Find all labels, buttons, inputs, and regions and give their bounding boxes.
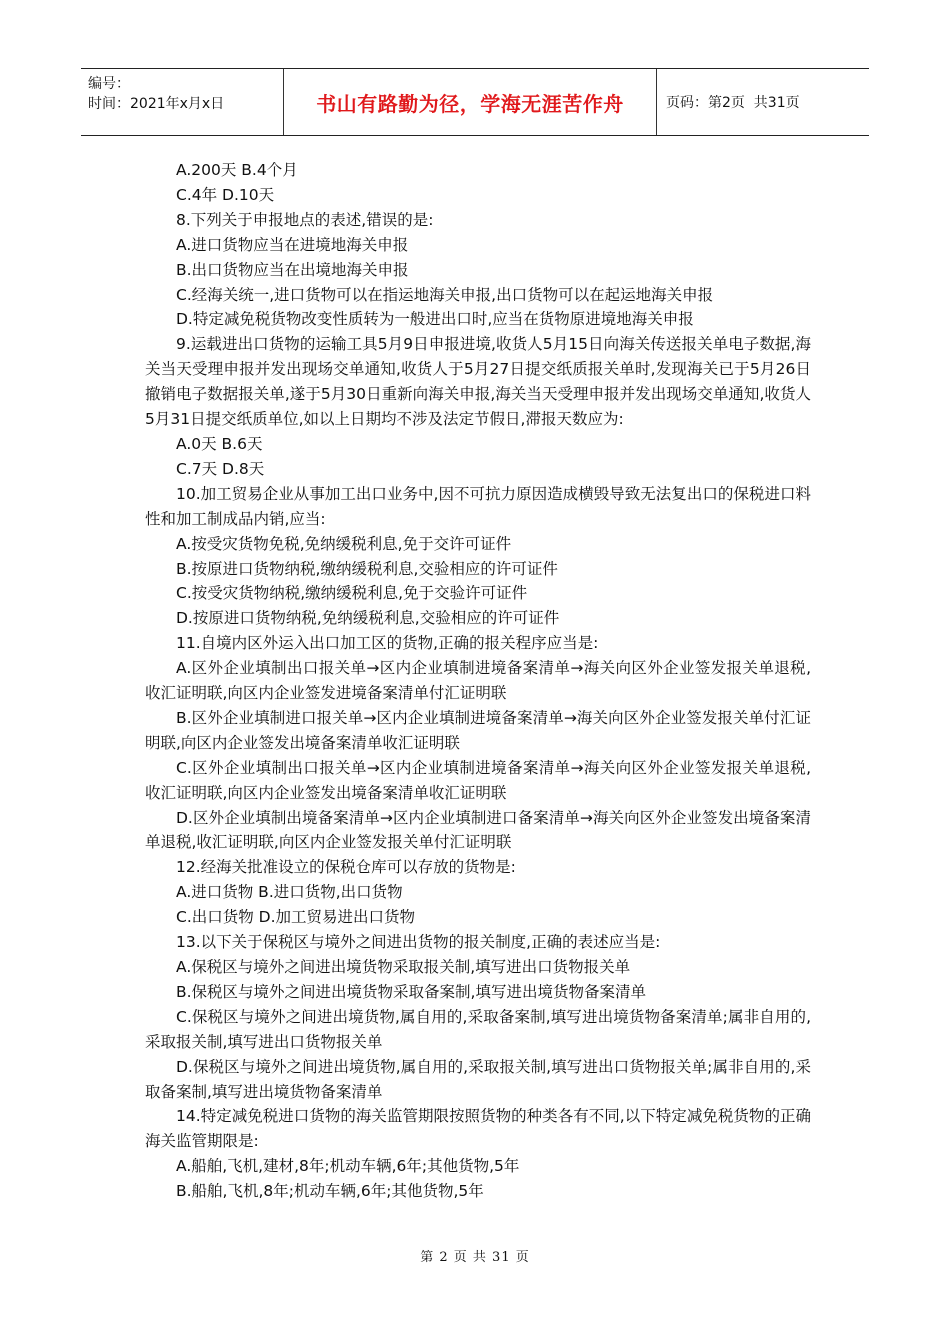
paragraph: 8.下列关于申报地点的表述,错误的是: — [176, 210, 434, 229]
paragraph: A.区外企业填制出口报关单→区内企业填制进境备案清单→海关向区外企业签发报关单退税,收汇证明联,向区内企业签发进境备案清单付汇证明联 — [145, 659, 811, 703]
paragraph: B.船舶,飞机,8年;机动车辆,6年;其他货物,5年 — [176, 1182, 484, 1201]
paragraph: 11.自境内区外运入出口加工区的货物,正确的报关程序应当是: — [176, 634, 599, 653]
paragraph: 12.经海关批准设立的保税仓库可以存放的货物是: — [176, 858, 516, 877]
paragraph: 9.运载进出口货物的运输工具5月9日申报进境,收货人5月15日向海关传送报关单电子数据,海关当天受理申报并发出现场交单通知,收货人于5月27日提交纸质报关单时,发现海关已于5月26日撤销电子数据报关单,遂于5月30日重新向海关申报,海关当天受理申报并发出现场交单通知,收货人5月31日提交纸质单位,如以上日期均不涉及法定节假日,滞报天数应为: — [145, 335, 812, 429]
paragraph: C.7天 D.8天 — [176, 459, 265, 478]
paragraph: A.按受灾货物免税,免纳缓税利息,免于交许可证件 — [176, 534, 512, 553]
paragraph: A.进口货物应当在进境地海关申报 — [176, 235, 409, 254]
paragraph: C.经海关统一,进口货物可以在指运地海关申报,出口货物可以在起运地海关申报 — [176, 285, 714, 304]
page-header — [81, 68, 869, 136]
header-page-info: 页码：第2页 共31页 — [666, 95, 800, 111]
paragraph: 14.特定减免税进口货物的海关监管期限按照货物的种类各有不同,以下特定减免税货物的正确海关监管期限是: — [145, 1107, 811, 1151]
paragraph: A.0天 B.6天 — [176, 434, 263, 453]
paragraph: C.4年 D.10天 — [176, 185, 275, 204]
paragraph: A.进口货物 B.进口货物,出口货物 — [176, 883, 403, 902]
paragraph: B.出口货物应当在出境地海关申报 — [176, 260, 409, 279]
paragraph: D.区外企业填制出境备案清单→区内企业填制进口备案清单→海关向区外企业签发出境备案清单退税,收汇证明联,向区内企业签发报关单付汇证明联 — [145, 808, 811, 852]
paragraph: D.按原进口货物纳税,免纳缓税利息,交验相应的许可证件 — [176, 609, 560, 628]
document-body — [145, 158, 811, 1204]
document-date-label: 时间：2021年x月x日 — [88, 96, 225, 112]
paragraph: D.特定减免税货物改变性质转为一般进出口时,应当在货物原进境地海关申报 — [176, 310, 694, 329]
paragraph: A.200天 B.4个月 — [176, 161, 298, 179]
paragraph: A.船舶,飞机,建材,8年;机动车辆,6年;其他货物,5年 — [176, 1157, 520, 1176]
paragraph: C.区外企业填制出口报关单→区内企业填制进境备案清单→海关向区外企业签发报关单退税,收汇证明联,向区内企业签发出境备案清单收汇证明联 — [145, 758, 811, 802]
paragraph: C.按受灾货物纳税,缴纳缓税利息,免于交验许可证件 — [176, 584, 528, 603]
paragraph: C.出口货物 D.加工贸易进出口货物 — [176, 908, 416, 927]
paragraph: C.保税区与境外之间进出境货物,属自用的,采取备案制,填写进出境货物备案清单;属非自用的,采取报关制,填写进出口货物报关单 — [145, 1007, 811, 1051]
paragraph: D.保税区与境外之间进出境货物,属自用的,采取报关制,填写进出口货物报关单;属非自用的,采取备案制,填写进出境货物备案清单 — [145, 1057, 811, 1101]
paragraph: 13.以下关于保税区与境外之间进出货物的报关制度,正确的表述应当是: — [176, 933, 661, 952]
paragraph: A.保税区与境外之间进出境货物采取报关制,填写进出口货物报关单 — [176, 958, 631, 976]
header-motto: 书山有路勤为径，学海无涯苦作舟 — [284, 69, 657, 135]
paragraph: 10.加工贸易企业从事加工出口业务中,因不可抗力原因造成横毁导致无法复出口的保税进口料性和加工制成品内销,应当: — [145, 484, 811, 528]
header-meta — [81, 69, 284, 135]
paragraph: B.按原进口货物纳税,缴纳缓税利息,交验相应的许可证件 — [176, 559, 558, 578]
paragraph: B.保税区与境外之间进出境货物采取备案制,填写进出境货物备案清单 — [176, 982, 646, 1001]
paragraph: B.区外企业填制进口报关单→区内企业填制进境备案清单→海关向区外企业签发报关单付汇证明联,向区内企业签发出境备案清单收汇证明联 — [145, 708, 811, 752]
document-number-label: 编号： — [88, 76, 130, 92]
page-footer: 第 2 页 共 31 页 — [420, 1250, 530, 1265]
